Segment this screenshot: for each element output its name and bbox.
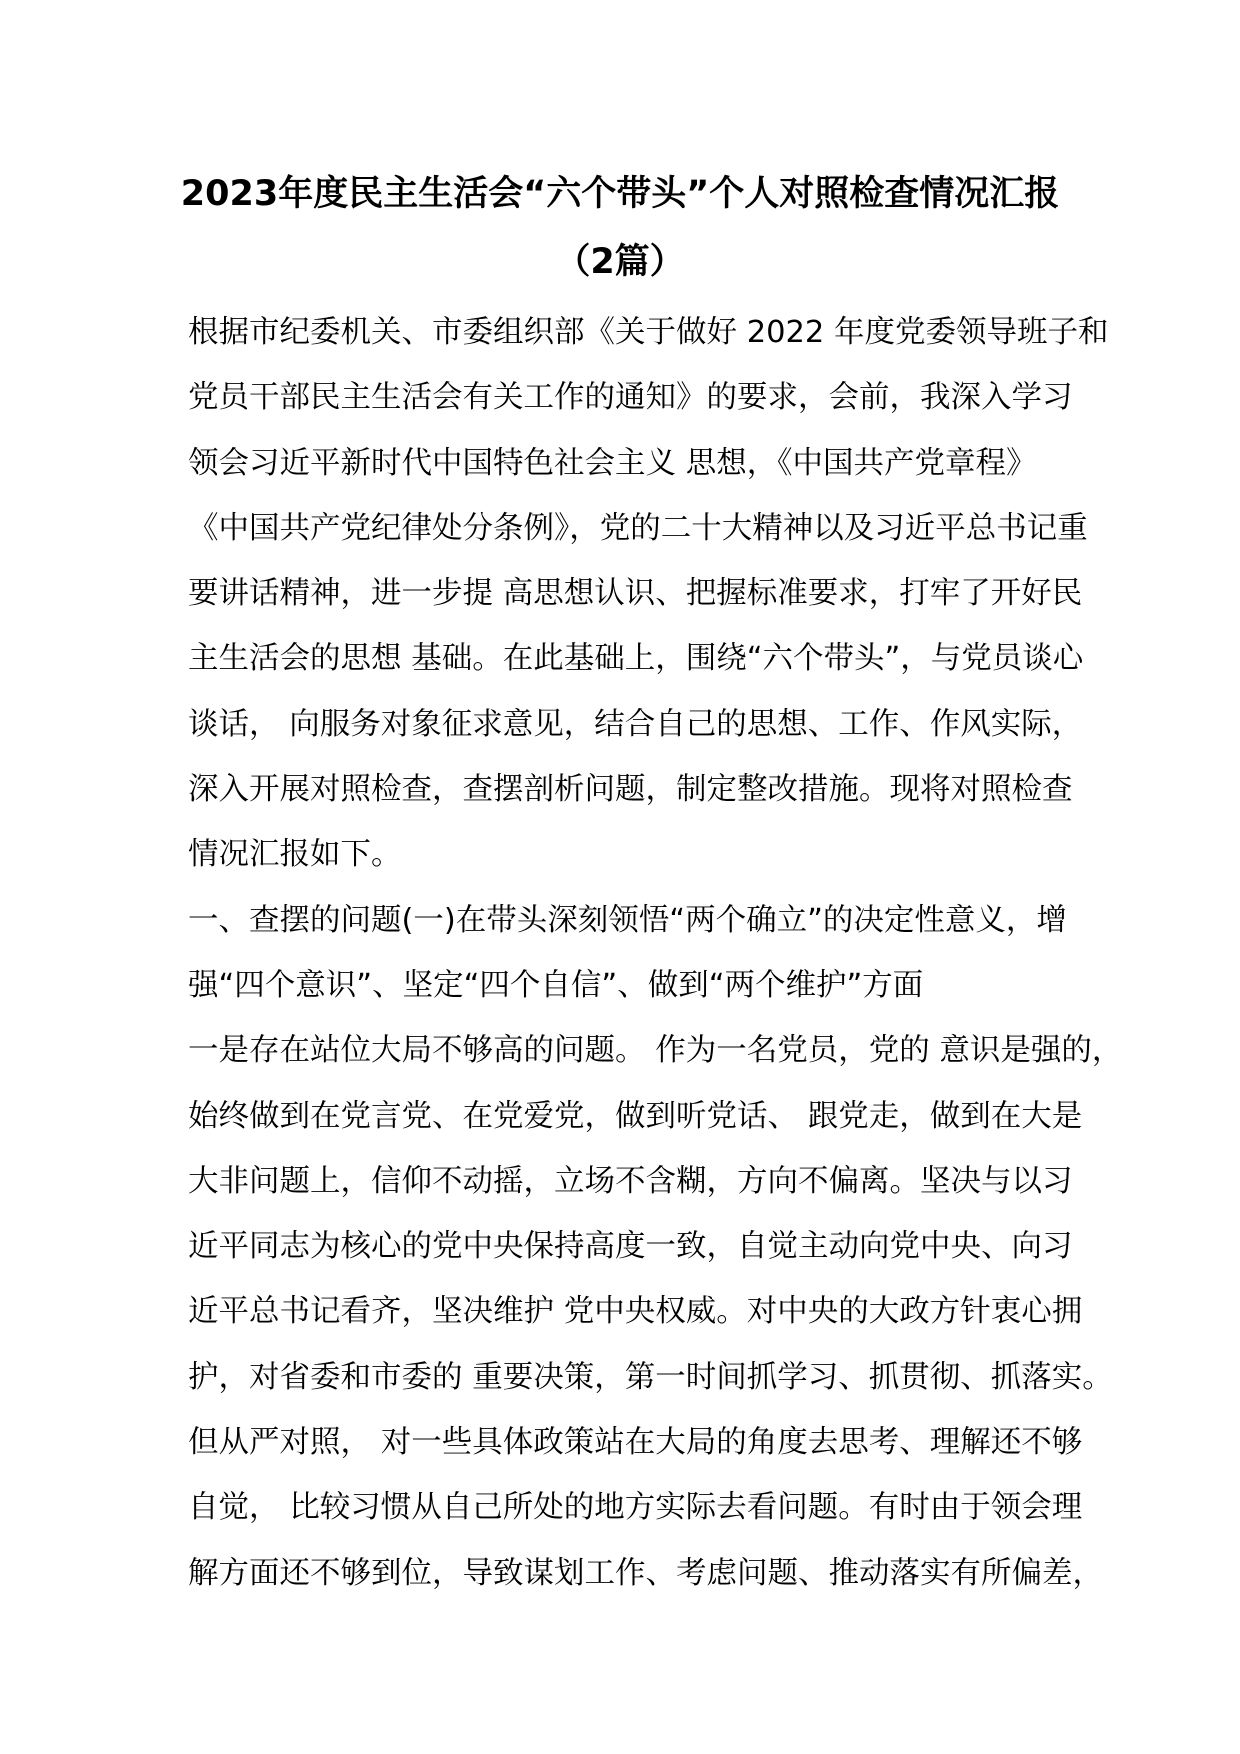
body-line: 根据市纪委机关、市委组织部《关于做好 2022 年度党委领导班子和 (188, 315, 1109, 350)
document-subtitle: （2篇） (555, 242, 685, 282)
body-line: 谈话， 向服务对象征求意见，结合自己的思想、工作、作风实际， (188, 706, 1083, 742)
body-line: 党员干部民主生活会有关工作的通知》的要求，会前，我深入学习 (188, 380, 1073, 416)
body-line: 护，对省委和市委的 重要决策，第一时间抓学习、抓贯彻、抓落实。 (188, 1359, 1113, 1395)
body-line: 一是存在站位大局不够高的问题。 作为一名党员，党的 意识是强的， (188, 1033, 1123, 1069)
body-line: 但从严对照， 对一些具体政策站在大局的角度去思考、理解还不够 (188, 1425, 1083, 1461)
body-line: 领会习近平新时代中国特色社会主义 思想，《中国共产党章程》 (188, 445, 1037, 481)
body-line: 主生活会的思想 基础。在此基础上，围绕“六个带头”，与党员谈心 (188, 641, 1084, 677)
body-line: 深入开展对照检查，查摆剖析问题，制定整改措施。现将对照检查 (188, 772, 1073, 808)
document-body (188, 300, 1123, 1606)
body-line: 始终做到在党言党、在党爱党，做到听党话、 跟党走，做到在大是 (188, 1098, 1083, 1134)
body-line: 自觉， 比较习惯从自己所处的地方实际去看问题。有时由于领会理 (188, 1490, 1083, 1526)
body-line: 解方面还不够到位，导致谋划工作、考虑问题、推动落实有所偏差， (188, 1555, 1103, 1591)
document-title: 2023年度民主生活会“六个带头”个人对照检查情况汇报 (180, 174, 1060, 214)
section-heading-line: 强“四个意识”、坚定“四个自信”、做到“两个维护”方面 (188, 967, 924, 1003)
body-line: 要讲话精神，进一步提 高思想认识、把握标准要求，打牢了开好民 (188, 576, 1083, 612)
body-line: 近平同志为核心的党中央保持高度一致，自觉主动向党中央、向习 (188, 1229, 1073, 1265)
body-line: 《中国共产党纪律处分条例》，党的二十大精神以及习近平总书记重 (188, 510, 1088, 546)
section-heading-line: 一、查摆的问题(一)在带头深刻领悟“两个确立”的决定性意义，增 (188, 902, 1067, 938)
body-line: 情况汇报如下。 (188, 837, 402, 873)
body-line: 近平总书记看齐，坚决维护 党中央权威。对中央的大政方针衷心拥 (188, 1294, 1083, 1330)
body-line: 大非问题上，信仰不动摇，立场不含糊，方向不偏离。坚决与以习 (188, 1163, 1073, 1199)
